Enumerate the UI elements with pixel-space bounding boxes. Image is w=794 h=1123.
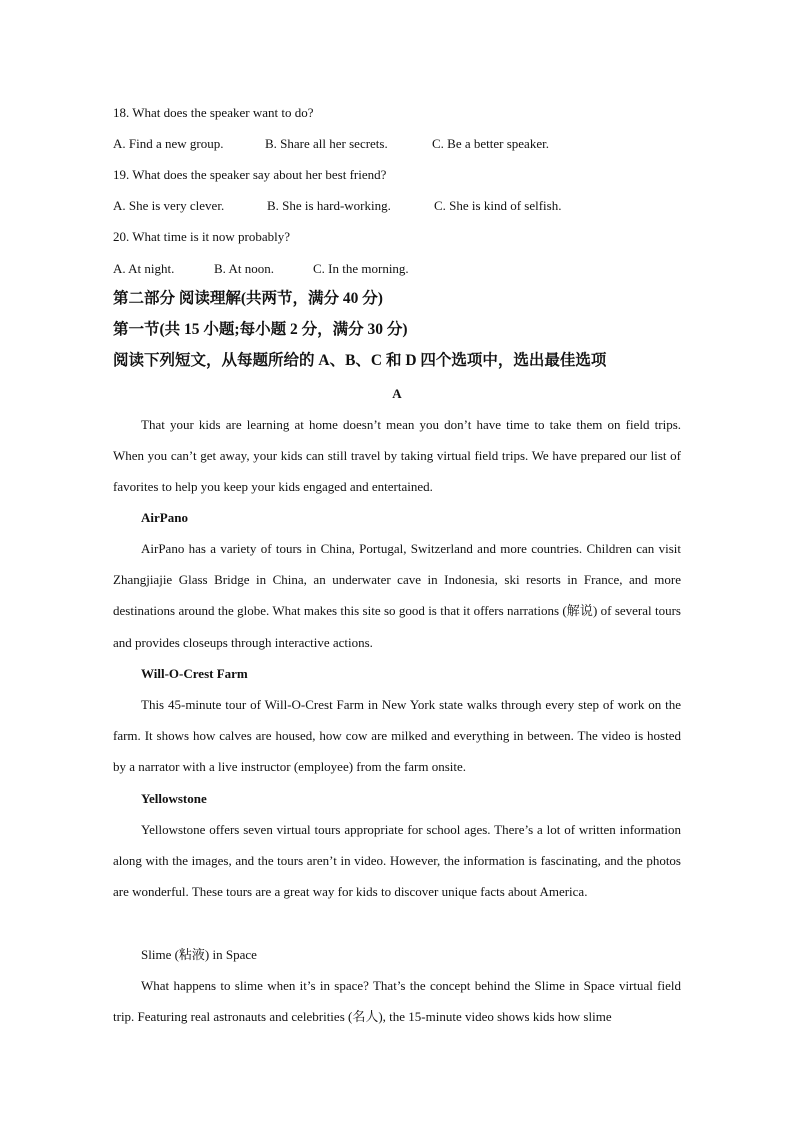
question-19-option-a: A. She is very clever. — [113, 198, 225, 213]
question-20-option-c: C. In the morning. — [313, 261, 409, 276]
question-19-stem: 19. What does the speaker say about her best friend? — [113, 167, 387, 182]
airpano-body — [113, 533, 681, 658]
will-o-crest-farm-body — [113, 689, 681, 783]
passage-label: A — [392, 386, 402, 401]
passage-intro — [113, 409, 681, 503]
yellowstone-title: Yellowstone — [141, 791, 207, 806]
question-20-option-a: A. At night. — [113, 261, 175, 276]
slime-in-space-title: Slime (粘液) in Space — [141, 947, 257, 962]
yellowstone-body — [113, 814, 681, 908]
will-o-crest-farm-body-text: This 45-minute tour of Will-O-Crest Farm in New York state walks through every step of work on the farm. It shows how calves are housed, how cow are milked and everything in between. The video is hosted by a narrator with a live instructor (employee) from the farm onsite. — [113, 697, 681, 775]
will-o-crest-farm-title: Will-O-Crest Farm — [141, 666, 248, 681]
section-instruction: 阅读下列短文，从每题所给的 A、B、C 和 D 四个选项中，选出最佳选项 — [113, 352, 607, 369]
question-18-option-b: B. Share all her secrets. — [265, 136, 388, 151]
question-19-option-c: C. She is kind of selfish. — [434, 198, 562, 213]
passage-intro-text: That your kids are learning at home doesn’t mean you don’t have time to take them on field trips. When you can’t get away, your kids can still travel by taking virtual field trips. We have prepared our list of favorites to help you keep your kids engaged and entertained. — [113, 417, 681, 495]
question-18-option-a: A. Find a new group. — [113, 136, 224, 151]
question-18-option-c: C. Be a better speaker. — [432, 136, 549, 151]
question-20-option-b: B. At noon. — [214, 261, 274, 276]
question-19-option-b: B. She is hard-working. — [267, 198, 391, 213]
slime-in-space-body-text: What happens to slime when it’s in space? That’s the concept behind the Slime in Space virtual field trip. Featuring real astronauts and celebrities (名人), the 15-minute video shows kids how slime — [113, 978, 681, 1025]
slime-in-space-body — [113, 970, 681, 1032]
airpano-body-text: AirPano has a variety of tours in China, Portugal, Switzerland and more countries. Children can visit Zhangjiajie Glass Bridge in China, an underwater cave in Indonesia, ski resorts in France, and more destinations around the globe. What makes this site so good is that it offers narrations (解说) of several tours and provides closeups through interactive actions. — [113, 541, 681, 650]
yellowstone-body-text: Yellowstone offers seven virtual tours appropriate for school ages. There’s a lot of written information along with the images, and the tours aren’t in video. However, the information is fascinating, and the photos are wonderful. These tours are a great way for kids to discover unique facts about America. — [113, 822, 681, 900]
question-20-stem: 20. What time is it now probably? — [113, 229, 291, 244]
question-18-stem: 18. What does the speaker want to do? — [113, 105, 314, 120]
part-title: 第二部分 阅读理解(共两节，满分 40 分) — [113, 290, 383, 307]
airpano-title: AirPano — [141, 510, 188, 525]
section-title: 第一节(共 15 小题;每小题 2 分，满分 30 分) — [113, 321, 408, 338]
